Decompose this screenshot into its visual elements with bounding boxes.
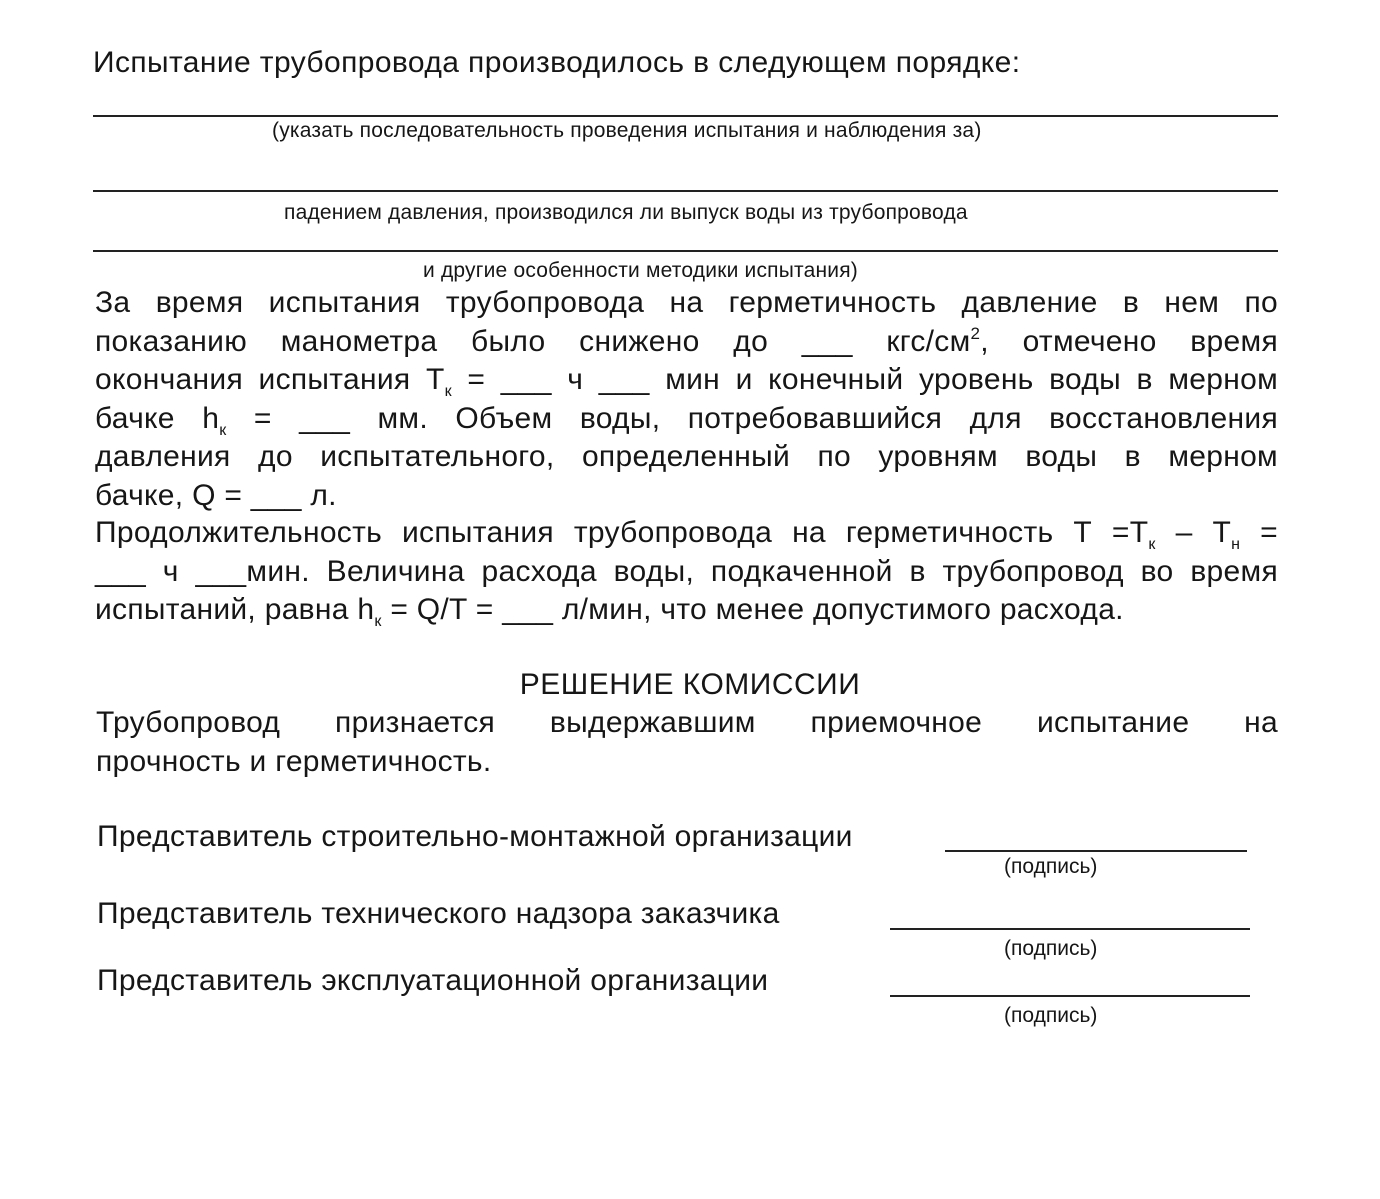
signature-line-supervision <box>890 928 1250 930</box>
fill-caption-2: падением давления, производился ли выпуск воды из трубопровода <box>284 201 968 224</box>
text-line: Продолжительность испытания трубопровода на герметичность $Т =Т_к - Т_н$ = <box>95 516 1278 553</box>
fill-line-1 <box>93 115 1278 117</box>
text-line: бачке, Q = ___ л. <box>95 478 337 512</box>
text-line: прочность и герметичность. <box>96 744 492 778</box>
intro-title: Испытание трубопровода производилось в следующем порядке: <box>93 46 1021 79</box>
text-line: бачке $h_к$ = ___ мм. Объем воды, потребовавшийся для восстановления <box>95 401 1278 439</box>
text-line: показанию манометра было снижено до ___ кгс/$см^2$, отмечено время <box>95 323 1278 358</box>
text-line: Трубопровод признается выдержавшим приемочное испытание на <box>96 706 1278 739</box>
text-line: испытаний, равна $h_к = Q/T$ = ___ л/мин, что менее допустимого расхода. <box>95 593 1124 630</box>
pressure-paragraph <box>95 284 1278 515</box>
signature-label-supervision: Представитель технического надзора заказчика <box>97 897 780 930</box>
fill-caption-3: и другие особенности методики испытания) <box>423 259 858 282</box>
decision-text <box>96 704 1278 781</box>
duration-paragraph <box>95 514 1278 630</box>
fill-line-2 <box>93 190 1278 192</box>
decision-heading: РЕШЕНИЕ КОМИССИИ <box>519 668 861 701</box>
fill-line-3 <box>93 250 1278 252</box>
signature-line-construction <box>945 850 1247 852</box>
text-line: окончания испытания $Т_к$ = ___ ч ___ мин и конечный уровень воды в мерном <box>95 363 1278 400</box>
text-line: давления до испытательного, определенный по уровням воды в мерном <box>95 440 1278 473</box>
signature-caption: (подпись) <box>1004 937 1098 960</box>
fill-caption-1: (указать последовательность проведения испытания и наблюдения за) <box>272 119 982 142</box>
signature-caption: (подпись) <box>1004 1004 1098 1027</box>
text-line: ___ ч ___мин. Величина расхода воды, подкаченной в трубопровод во время <box>95 554 1278 588</box>
signature-line-operation <box>890 995 1250 997</box>
signature-label-operation: Представитель эксплуатационной организации <box>97 964 769 997</box>
text-line: За время испытания трубопровода на герметичность давление в нем по <box>95 286 1278 319</box>
signature-caption: (подпись) <box>1004 855 1098 878</box>
signature-label-construction: Представитель строительно-монтажной организации <box>97 820 853 853</box>
